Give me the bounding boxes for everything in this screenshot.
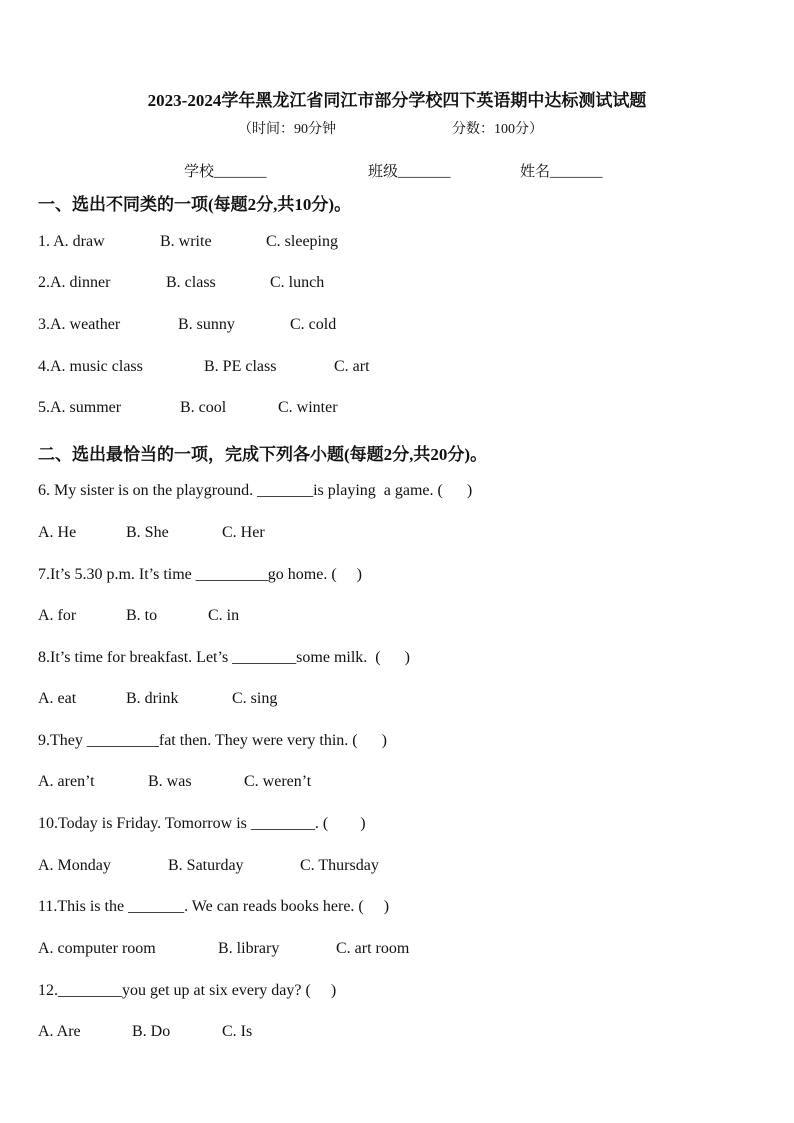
section-1-heading: 一、选出不同类的一项(每题2分,共10分)。	[38, 195, 352, 214]
q7-option-b: B. to	[126, 607, 158, 624]
q11-option-b: B. library	[218, 940, 280, 957]
q11-option-c: C. art room	[336, 940, 410, 957]
q6-option-a: A. He	[38, 524, 77, 541]
q1-option-c: C. sleeping	[266, 233, 338, 250]
q12-option-b: B. Do	[132, 1023, 171, 1040]
q5-option-c: C. winter	[278, 399, 338, 416]
q12-option-c: C. Is	[222, 1023, 253, 1040]
q6-stem: 6. My sister is on the playground. _______is playing a game. ( )	[38, 482, 473, 499]
q2-option-a: 2.A. dinner	[38, 274, 111, 291]
q10-option-a: A. Monday	[38, 857, 111, 874]
q5-option-b: B. cool	[180, 399, 227, 416]
q2-option-c: C. lunch	[270, 274, 325, 291]
q8-stem: 8.It’s time for breakfast. Let’s ________some milk. ( )	[38, 649, 410, 666]
page-title: 2023-2024学年黑龙江省同江市部分学校四下英语期中达标测试试题	[147, 91, 647, 110]
q4-option-c: C. art	[334, 358, 370, 375]
q9-option-a: A. aren’t	[38, 773, 95, 790]
q8-option-a: A. eat	[38, 690, 77, 707]
class-field: 班级_______	[368, 164, 451, 180]
name-field: 姓名_______	[520, 164, 603, 180]
q1-option-b: B. write	[160, 233, 212, 250]
q6-option-c: C. Her	[222, 524, 265, 541]
q5-option-a: 5.A. summer	[38, 399, 122, 416]
q2-option-b: B. class	[166, 274, 216, 291]
q1-option-a: 1. A. draw	[38, 233, 105, 250]
q4-option-a: 4.A. music class	[38, 358, 143, 375]
q9-stem: 9.They _________fat then. They were very thin. ( )	[38, 732, 387, 749]
q8-option-b: B. drink	[126, 690, 179, 707]
q10-stem: 10.Today is Friday. Tomorrow is ________. ( )	[38, 815, 366, 832]
q3-option-c: C. cold	[290, 316, 337, 333]
q10-option-b: B. Saturday	[168, 857, 244, 874]
q7-option-c: C. in	[208, 607, 240, 624]
q6-option-b: B. She	[126, 524, 169, 541]
q9-option-b: B. was	[148, 773, 192, 790]
q8-option-c: C. sing	[232, 690, 278, 707]
q12-option-a: A. Are	[38, 1023, 81, 1040]
q7-stem: 7.It’s 5.30 p.m. It’s time _________go home. ( )	[38, 566, 362, 583]
exam-time: （时间：90分钟	[238, 122, 336, 137]
q9-option-c: C. weren’t	[244, 773, 312, 790]
q7-option-a: A. for	[38, 607, 77, 624]
q11-option-a: A. computer room	[38, 940, 156, 957]
section-2-heading: 二、选出最恰当的一项，完成下列各小题(每题2分,共20分)。	[38, 445, 488, 464]
exam-score: 分数：100分）	[452, 122, 543, 137]
q10-option-c: C. Thursday	[300, 857, 379, 874]
q3-option-b: B. sunny	[178, 316, 235, 333]
q4-option-b: B. PE class	[204, 358, 277, 375]
q11-stem: 11.This is the _______. We can reads books here. ( )	[38, 898, 390, 915]
q3-option-a: 3.A. weather	[38, 316, 121, 333]
q12-stem: 12.________you get up at six every day? ( )	[38, 982, 337, 999]
school-field: 学校_______	[184, 164, 267, 180]
